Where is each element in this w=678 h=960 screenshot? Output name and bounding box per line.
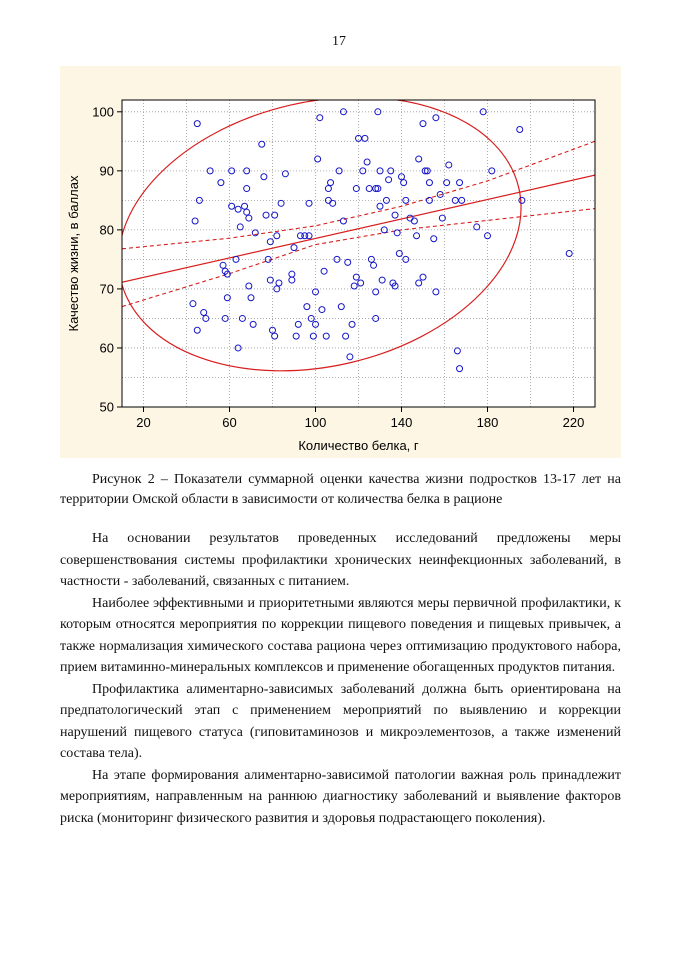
x-tick-label: 140 (390, 415, 413, 430)
paragraph: Профилактика алиментарно-зависимых заболеваний должна быть ориентирована на предпатологический этап с применением мероприятий по выявлению и коррекции нарушений пищевого статуса (гиповитаминозов и микроэлементозов, а также изменений состава тела). (60, 681, 621, 761)
x-tick-label: 20 (136, 415, 151, 430)
y-tick-label: 80 (99, 222, 114, 238)
y-axis-label: Качество жизни, в баллах (66, 175, 81, 332)
body-text (60, 528, 621, 829)
x-axis-label: Количество белка, г (298, 438, 419, 453)
x-tick-label: 60 (222, 415, 237, 430)
x-tick-label: 100 (304, 415, 327, 430)
x-tick-label: 220 (562, 415, 585, 430)
y-tick-label: 70 (99, 281, 114, 297)
figure-caption (60, 470, 621, 510)
paragraph: Наиболее эффективными и приоритетными являются меры первичной профилактики, к которым относятся мероприятия по коррекции пищевого поведения и пищевых привычек, а также нормализация химического состава рациона через оптимизацию продуктового набора, прием витаминно-минеральных комплексов и применение обогащенных продуктов питания. (60, 595, 621, 675)
figure-scatter-chart (60, 66, 621, 458)
y-tick-label: 50 (99, 399, 114, 415)
page-number: 17 (332, 34, 346, 49)
x-tick-label: 180 (476, 415, 499, 430)
y-tick-label: 60 (99, 340, 114, 356)
y-tick-label: 90 (99, 163, 114, 179)
figure-caption-text: Рисунок 2 – Показатели суммарной оценки качества жизни подростков 13-17 лет на территории Омской области в зависимости от количества белка в рационе (60, 472, 621, 507)
paragraph: На основании результатов проведенных исследований предложены меры совершенствования системы профилактики хронических неинфекционных заболеваний, в частности - заболеваний, связанных с питанием. (60, 531, 621, 589)
paragraph: На этапе формирования алиментарно-зависимой патологии важная роль принадлежит мероприятиям, направленным на раннюю диагностику заболеваний и выявление факторов риска (мониторинг физического развития и здоровья подрастающего поколения). (60, 767, 621, 826)
scatter-chart (60, 66, 621, 458)
y-tick-label: 100 (92, 104, 114, 120)
